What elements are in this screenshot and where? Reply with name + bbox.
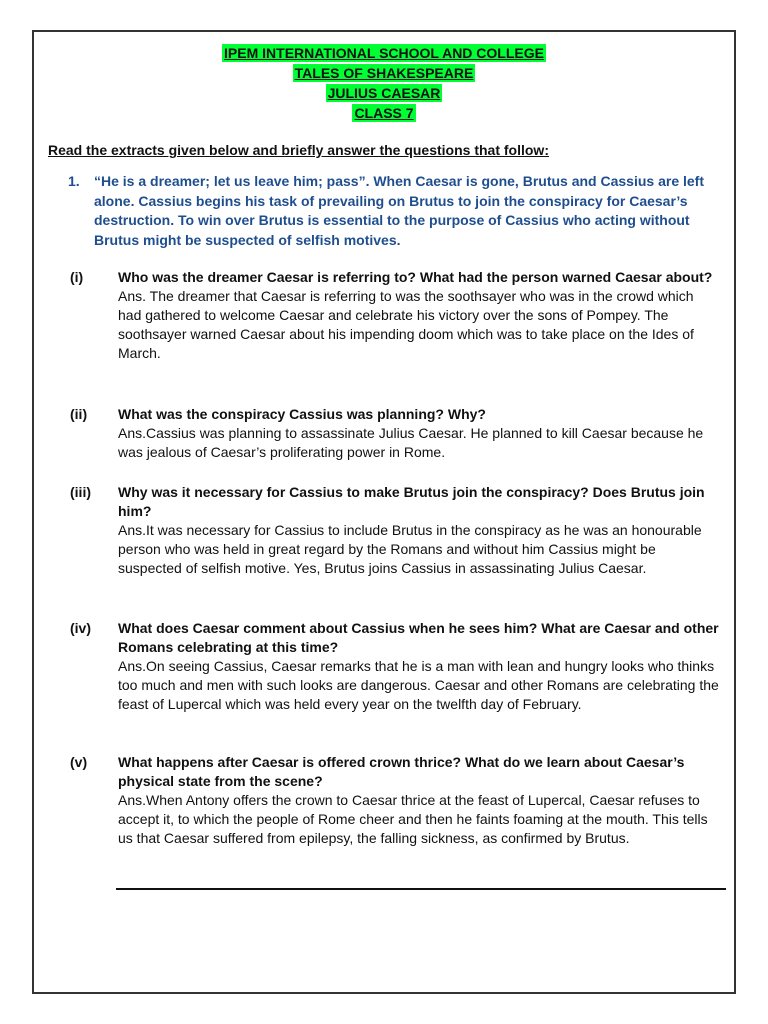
series-title: TALES OF SHAKESPEARE (294, 65, 474, 81)
worksheet-page (32, 30, 736, 994)
bottom-divider (116, 888, 726, 890)
question-label: (i) (70, 269, 84, 285)
question-text: What was the conspiracy Cassius was planning? Why? (118, 406, 486, 422)
extract-text: “He is a dreamer; let us leave him; pass”. When Caesar is gone, Brutus and Cassius are left alone. Cassius begins his task of prevailing on Brutus to join the conspiracy for Caesar’s destruction. To win over Brutus is essential to the purpose of Cassius who acting without Brutus might be suspected of selfish motives. (94, 173, 704, 248)
extract (68, 172, 718, 250)
answer-text: Ans.Cassius was planning to assassinate Julius Caesar. He planned to kill Caesar because he was jealous of Caesar’s proliferating power in Rome. (118, 425, 704, 460)
question-item (70, 619, 720, 714)
question-item (70, 483, 720, 578)
question-text: Why was it necessary for Cassius to make Brutus join the conspiracy? Does Brutus join him? (118, 484, 705, 519)
instructions: Read the extracts given below and briefly answer the questions that follow: (48, 142, 549, 158)
question-text: Who was the dreamer Caesar is referring to? What had the person warned Caesar about? (118, 269, 713, 285)
question-label: (v) (70, 754, 88, 770)
answer-text: Ans. The dreamer that Caesar is referring to was the soothsayer who was in the crowd which had gathered to welcome Caesar and celebrate his victory over the sons of Pompey. The soothsayer warned Caesar about his impending doom which was to take place on the Ides of March. (118, 288, 694, 361)
question-item (70, 405, 720, 462)
question-text: What happens after Caesar is offered crown thrice? What do we learn about Caesar’s physical state from the scene? (118, 754, 685, 789)
answer-text: Ans.When Antony offers the crown to Caesar thrice at the feast of Lupercal, Caesar refuses to accept it, to which the people of Rome cheer and then he faints foaming at the mouth. This tells us that Caesar suffered from epilepsy, the falling sickness, as confirmed by Brutus. (118, 792, 708, 846)
class-label: CLASS 7 (354, 105, 414, 121)
school-name: IPEM INTERNATIONAL SCHOOL AND COLLEGE (224, 45, 544, 61)
extract-number: 1. (68, 173, 80, 189)
question-label: (ii) (70, 406, 88, 422)
document-header (34, 44, 734, 124)
play-title: JULIUS CAESAR (327, 85, 441, 101)
question-text: What does Caesar comment about Cassius when he sees him? What are Caesar and other Romans celebrating at this time? (118, 620, 719, 655)
question-item (70, 753, 720, 848)
answer-text: Ans.On seeing Cassius, Caesar remarks that he is a man with lean and hungry looks who thinks too much and men with such looks are dangerous. Caesar and other Romans are celebrating the feast of Lupercal which was held every year on the twelfth day of February. (118, 658, 719, 712)
question-label: (iii) (70, 484, 91, 500)
question-label: (iv) (70, 620, 91, 636)
question-item (70, 268, 720, 363)
answer-text: Ans.It was necessary for Cassius to include Brutus in the conspiracy as he was an honourable person who was held in great regard by the Romans and without him Cassius might be suspected of selfish motive. Yes, Brutus joins Cassius in assassinating Julius Caesar. (118, 522, 702, 576)
